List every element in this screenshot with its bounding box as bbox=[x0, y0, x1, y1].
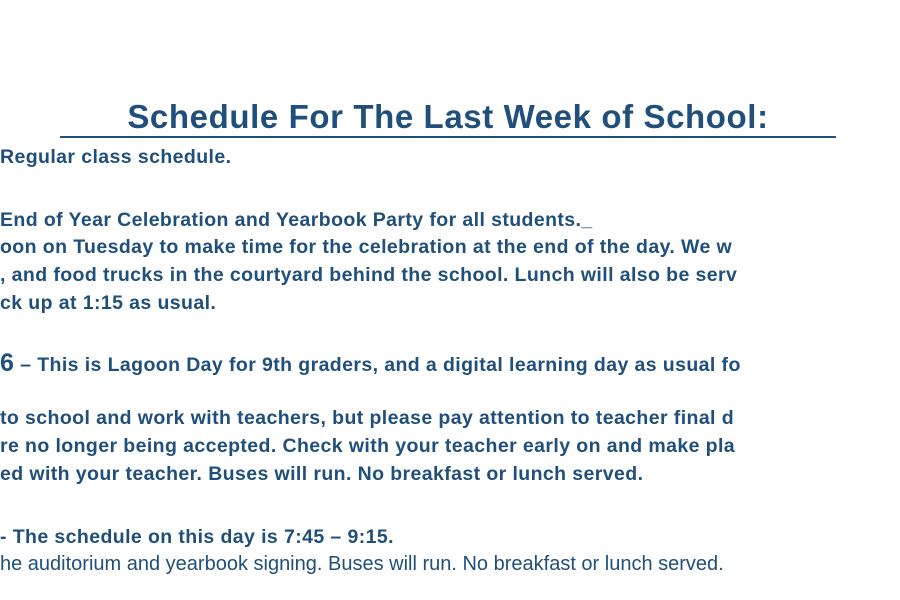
body-line-tuesday-note: oon on Tuesday to make time for the celebration at the end of the day. We w bbox=[0, 236, 733, 258]
body-line-celebration-heading: End of Year Celebration and Yearbook Party for all students._ bbox=[0, 209, 593, 231]
body-line-no-longer-accepted: re no longer being accepted. Check with your teacher early on and make pla bbox=[0, 435, 736, 457]
body-line-auditorium: he auditorium and yearbook signing. Buses will run. No breakfast or lunch served. bbox=[0, 553, 724, 575]
body-line-regular-schedule: Regular class schedule. bbox=[0, 146, 232, 168]
body-line-buses-run: ed with your teacher. Buses will run. No breakfast or lunch served. bbox=[0, 463, 644, 485]
lagoon-day-text: – This is Lagoon Day for 9th graders, and a digital learning day as usual fo bbox=[14, 354, 741, 376]
body-line-work-with-teachers: to school and work with teachers, but please pay attention to teacher final d bbox=[0, 407, 735, 429]
body-line-food-trucks: , and food trucks in the courtyard behind the school. Lunch will also be serv bbox=[0, 264, 738, 286]
date-fragment: 6 bbox=[0, 349, 15, 377]
body-line-last-day-schedule: - The schedule on this day is 7:45 – 9:15. bbox=[0, 526, 394, 548]
body-line-lagoon-day bbox=[0, 351, 741, 377]
body-line-pickup-time: ck up at 1:15 as usual. bbox=[0, 292, 217, 314]
page-title: Schedule For The Last Week of School: bbox=[60, 96, 836, 138]
